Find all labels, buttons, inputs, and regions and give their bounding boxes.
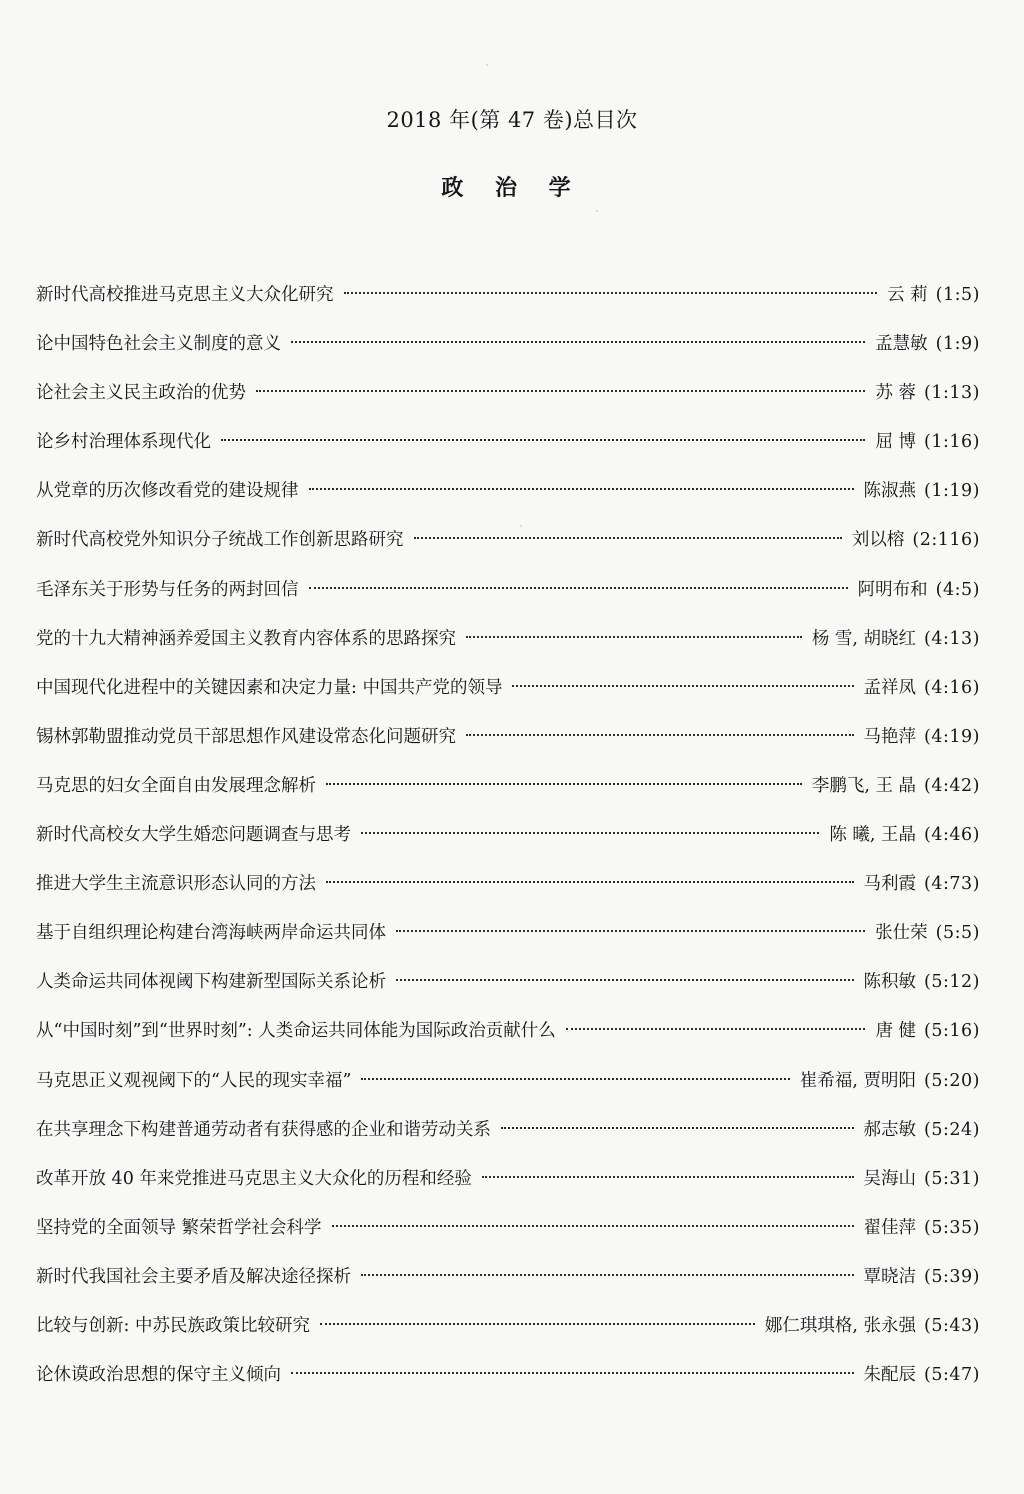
entry-reference: (5:24) (924, 1119, 980, 1140)
entry-reference: (4:13) (924, 628, 980, 649)
scan-speck (486, 64, 488, 66)
entry-reference: (4:46) (924, 825, 980, 846)
entry-title: 推进大学生主流意识形态认同的方法 (36, 874, 316, 895)
entry-reference: (5:12) (924, 972, 980, 993)
entry-reference: (1:19) (924, 481, 980, 502)
entry-author: 苏 蓉 (875, 383, 917, 404)
dot-leader (309, 488, 854, 490)
entry-author: 李鹏飞, 王 晶 (811, 775, 917, 796)
toc-entry (36, 1066, 980, 1115)
entry-author: 马利霞 (863, 874, 917, 895)
entry-author: 马艳萍 (863, 726, 917, 747)
toc-entry (36, 673, 980, 722)
dot-leader (396, 979, 854, 981)
entry-reference: (5:43) (924, 1315, 980, 1336)
dot-leader (344, 292, 878, 294)
dot-leader (566, 1028, 866, 1030)
dot-leader (221, 439, 865, 441)
entry-title: 论中国特色社会主义制度的意义 (36, 334, 281, 355)
entry-author: 朱配辰 (863, 1365, 917, 1386)
toc-entry (36, 869, 980, 918)
entry-reference: (1:16) (924, 432, 980, 453)
entry-reference: (5:31) (924, 1168, 980, 1189)
toc-entry (36, 1016, 980, 1065)
entry-reference: (4:42) (924, 775, 980, 796)
toc-entry (36, 280, 980, 329)
entry-title: 从“中国时刻”到“世界时刻”: 人类命运共同体能为国际政治贡献什么 (36, 1021, 556, 1042)
entry-title: 新时代高校推进马克思主义大众化研究 (36, 285, 334, 305)
entry-title: 人类命运共同体视阈下构建新型国际关系论析 (36, 972, 386, 993)
entry-title: 锡林郭勒盟推动党员干部思想作风建设常态化问题研究 (36, 726, 456, 747)
dot-leader (501, 1127, 854, 1129)
toc-entry (36, 1360, 980, 1409)
entry-title: 论休谟政治思想的保守主义倾向 (36, 1365, 281, 1386)
toc-entry (36, 476, 980, 525)
entry-author: 张仕荣 (875, 923, 928, 944)
dot-leader (291, 1372, 854, 1374)
entry-reference: (5:16) (924, 1021, 980, 1042)
entry-author: 唐 健 (875, 1021, 917, 1042)
entry-reference: (5:20) (924, 1070, 980, 1091)
entry-title: 从党章的历次修改看党的建设规律 (36, 481, 299, 502)
entry-author: 陈 曦, 王晶 (829, 825, 917, 846)
entry-title: 马克思的妇女全面自由发展理念解析 (36, 775, 316, 796)
entry-author: 崔希福, 贾明阳 (799, 1070, 917, 1091)
entry-reference: (2:116) (912, 530, 980, 551)
entry-title: 新时代我国社会主要矛盾及解决途径探析 (36, 1266, 351, 1287)
toc-entry (36, 329, 980, 378)
page-title: 2018 年(第 47 卷)总目次 (386, 108, 638, 132)
entry-reference: (5:35) (924, 1217, 980, 1238)
entry-reference: (1:13) (924, 383, 980, 404)
entry-title: 马克思正义观视阈下的“人民的现实幸福” (36, 1070, 352, 1091)
dot-leader (396, 930, 865, 932)
entry-author: 覃晓洁 (863, 1266, 917, 1287)
entry-author: 杨 雪, 胡晓红 (811, 628, 917, 649)
scan-speck (520, 525, 522, 527)
entry-author: 孟祥凤 (863, 677, 917, 698)
toc-entry (36, 820, 980, 869)
entry-title: 改革开放 40 年来党推进马克思主义大众化的历程和经验 (36, 1168, 472, 1189)
entry-title: 党的十九大精神涵养爱国主义教育内容体系的思路探究 (36, 628, 456, 649)
entry-author: 娜仁琪琪格, 张永强 (764, 1315, 917, 1336)
entry-reference: (5:39) (924, 1266, 980, 1287)
dot-leader (332, 1225, 854, 1227)
entry-reference: (4:16) (924, 677, 980, 698)
entry-author: 阿明布和 (857, 579, 928, 600)
entry-author: 云 莉 (887, 285, 928, 305)
entry-author: 陈积敏 (863, 972, 917, 993)
entry-author: 翟佳萍 (863, 1217, 917, 1238)
entry-title: 新时代高校党外知识分子统战工作创新思路研究 (36, 530, 404, 551)
entry-title: 新时代高校女大学生婚恋问题调查与思考 (36, 825, 351, 846)
toc-entry (36, 918, 980, 967)
dot-leader (466, 734, 854, 736)
section-title: 政 治 学 (441, 175, 583, 201)
dot-leader (320, 1323, 755, 1325)
entry-title: 中国现代化进程中的关键因素和决定力量: 中国共产党的领导 (36, 677, 503, 698)
entry-author: 孟慧敏 (875, 334, 928, 355)
toc-entry (36, 525, 980, 574)
entry-title: 坚持党的全面领导 繁荣哲学社会科学 (36, 1217, 322, 1238)
dot-leader (256, 390, 865, 392)
dot-leader (309, 587, 848, 589)
entry-title: 比较与创新: 中苏民族政策比较研究 (36, 1315, 310, 1336)
dot-leader (326, 881, 854, 883)
entry-author: 郝志敏 (863, 1119, 917, 1140)
dot-leader (361, 1274, 854, 1276)
toc-entry (36, 1213, 980, 1262)
entry-reference: (5:47) (924, 1365, 980, 1386)
dot-leader (361, 1078, 790, 1080)
entry-title: 论社会主义民主政治的优势 (36, 383, 246, 404)
entry-title: 在共享理念下构建普通劳动者有获得感的企业和谐劳动关系 (36, 1119, 491, 1140)
entry-author: 屈 博 (875, 432, 917, 453)
toc-entry (36, 967, 980, 1016)
dot-leader (361, 832, 819, 834)
table-of-contents (36, 280, 980, 1409)
dot-leader (466, 636, 802, 638)
dot-leader (512, 685, 853, 687)
entry-reference: (4:19) (924, 726, 980, 747)
toc-entry (36, 378, 980, 427)
entry-reference: (4:73) (924, 874, 980, 895)
dot-leader (291, 341, 865, 343)
toc-entry (36, 575, 980, 624)
entry-title: 基于自组织理论构建台湾海峡两岸命运共同体 (36, 923, 386, 944)
toc-entry (36, 1115, 980, 1164)
entry-author: 吴海山 (863, 1168, 917, 1189)
toc-entry (36, 771, 980, 820)
toc-entry (36, 1262, 980, 1311)
entry-title: 论乡村治理体系现代化 (36, 432, 211, 453)
toc-entry (36, 1164, 980, 1213)
entry-title: 毛泽东关于形势与任务的两封回信 (36, 579, 299, 600)
dot-leader (326, 783, 802, 785)
toc-entry (36, 1311, 980, 1360)
toc-entry (36, 624, 980, 673)
dot-leader (414, 537, 842, 539)
scan-speck (596, 210, 598, 212)
entry-reference: (4:5) (935, 579, 980, 600)
toc-entry (36, 722, 980, 771)
entry-author: 陈淑燕 (863, 481, 917, 502)
entry-reference: (5:5) (935, 923, 980, 944)
toc-entry (36, 427, 980, 476)
entry-reference: (1:5) (935, 285, 980, 305)
entry-author: 刘以榕 (851, 530, 905, 551)
entry-reference: (1:9) (935, 334, 980, 355)
dot-leader (482, 1176, 854, 1178)
